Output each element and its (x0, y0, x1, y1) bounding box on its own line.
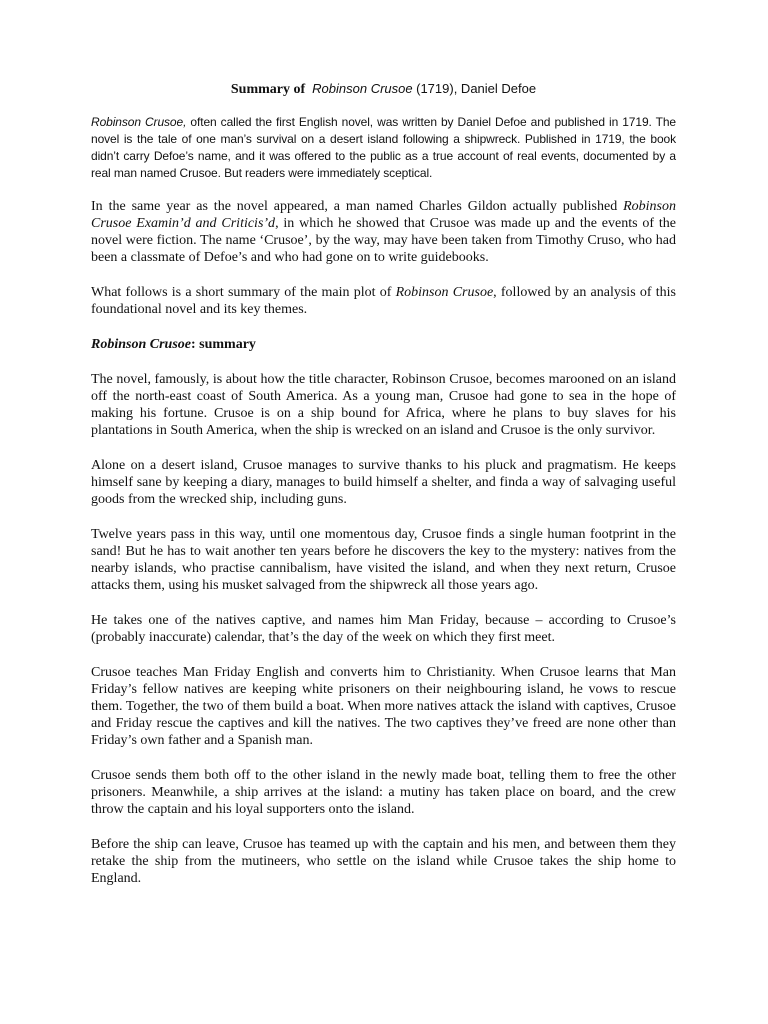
gildon-paragraph (91, 198, 676, 266)
body-paragraph: The novel, famously, is about how the title character, Robinson Crusoe, becomes marooned on an island off the north-east coast of South America. As a young man, Crusoe had gone to sea in the hope of making his fortune. Crusoe is on a ship bound for Africa, where he plans to buy slaves for his plantations in South America, when the ship is wrecked on an island and Crusoe is the only survivor. (91, 372, 676, 438)
body-paragraph: Before the ship can leave, Crusoe has teamed up with the captain and his men, and between them they retake the ship from the mutineers, who settle on the island while Crusoe takes the ship home to England. (91, 837, 676, 886)
follows-book-title: Robinson Crusoe (395, 285, 494, 300)
gildon-after: , in which he showed that Crusoe was made up and the events of the novel were fiction. The name ‘Crusoe’, by the way, may have been taken from Timothy Cruso, who had been a classmate of Defoe’s and who had gone on to write guidebooks. (91, 216, 676, 265)
gildon-before: In the same year as the novel appeared, a man named Charles Gildon actually published (91, 199, 624, 214)
body-paragraph: Twelve years pass in this way, until one momentous day, Crusoe finds a single human footprint in the sand! But he has to wait another ten years before he discovers the key to the mystery: natives from the nearby islands, who practise cannibalism, have visited the island, and when they next return, Crusoe attacks them, using his musket salvaged from the shipwreck all those years ago. (91, 527, 676, 593)
section-heading (91, 336, 676, 353)
intro-book-title: Robinson Crusoe, (91, 115, 187, 129)
follows-before: What follows is a short summary of the main plot of (91, 285, 396, 300)
title-lead: Summary of (230, 82, 306, 97)
title-book: Robinson Crusoe (312, 81, 413, 96)
page-title (91, 80, 676, 99)
section-heading-book: Robinson Crusoe (91, 337, 191, 352)
gildon-book-title: Robinson Crusoe Examin’d and Criticis’d (91, 199, 676, 231)
section-heading-rest: : summary (190, 337, 256, 352)
follows-paragraph (91, 284, 676, 318)
document-page (91, 80, 676, 905)
body-paragraph: He takes one of the natives captive, and names him Man Friday, because – according to Crusoe’s (probably inaccurate) calendar, that’s the day of the week on which they first meet. (91, 613, 676, 645)
intro-paragraph (91, 114, 676, 182)
body-paragraph: Crusoe teaches Man Friday English and converts him to Christianity. When Crusoe learns that Man Friday’s fellow natives are keeping white prisoners on their neighbouring island, he vows to rescue them. Together, the two of them build a boat. When more natives attack the island with captives, Crusoe and Friday rescue the captives and kill the natives. The two captives they’ve freed are none other than Friday’s own father and a Spanish man. (91, 665, 676, 748)
body-paragraph: Alone on a desert island, Crusoe manages to survive thanks to his pluck and pragmatism. He keeps himself sane by keeping a diary, manages to build himself a shelter, and finda a way of salvaging useful goods from the wrecked ship, including guns. (91, 458, 676, 507)
follows-after: , followed by an analysis of this foundational novel and its key themes. (91, 285, 676, 317)
title-rest: (1719), Daniel Defoe (416, 81, 537, 96)
intro-text: often called the first English novel, was written by Daniel Defoe and published in 1719. The novel is the tale of one man’s survival on a desert island following a shipwreck. Published in 1719, the book didn’t carry Defoe’s name, and it was offered to the public as a true account of real events, documented by a real man named Crusoe. But readers were immediately sceptical. (91, 115, 677, 180)
body-paragraph: Crusoe sends them both off to the other island in the newly made boat, telling them to free the other prisoners. Meanwhile, a ship arrives at the island: a mutiny has taken place on board, and the crew throw the captain and his loyal supporters onto the island. (91, 768, 676, 817)
